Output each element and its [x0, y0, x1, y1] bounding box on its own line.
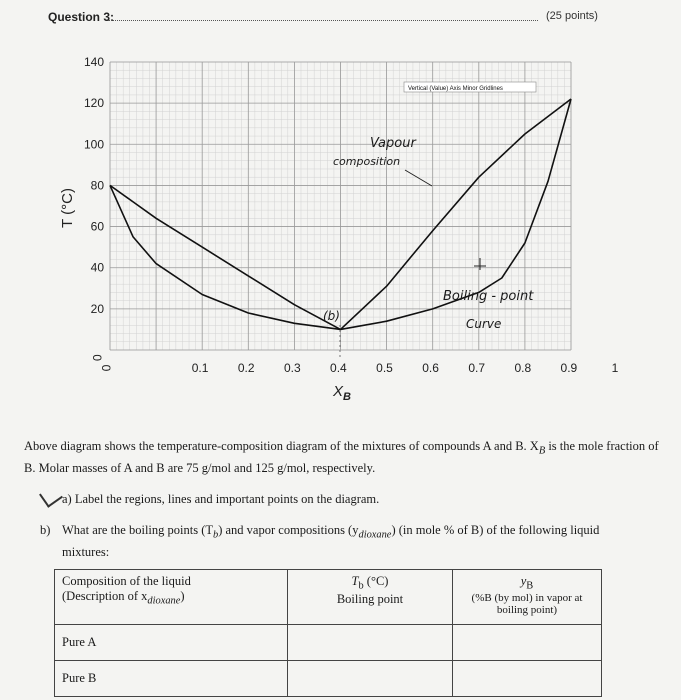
handwritten-checkmark — [39, 484, 63, 507]
y-tick-label: 40 — [90, 260, 104, 275]
row-label: Pure B — [55, 661, 288, 697]
y-axis-label: T (°C) — [59, 188, 76, 228]
question-points: (25 points) — [546, 10, 598, 22]
x-tick-label: 0.1 — [191, 361, 209, 375]
gridlines — [110, 62, 571, 350]
x-tick-label: 0.9 — [560, 361, 578, 375]
y-tick-label: 140 — [83, 55, 104, 69]
x-tick-label: 0 — [99, 364, 113, 372]
temperature-composition-diagram — [0, 30, 681, 430]
answer-table — [54, 569, 602, 697]
question-heading: Question 3: — [48, 10, 115, 24]
col-composition-header: Composition of the liquid (Description of $x_{dioxane}$) — [55, 570, 288, 625]
boiling-label: Boiling - point — [443, 289, 534, 304]
y-tick-labels — [84, 55, 104, 361]
x-tick-label: 0.4 — [330, 361, 347, 375]
row-tb-cell[interactable] — [288, 625, 453, 661]
row-tb-cell[interactable] — [288, 661, 453, 697]
table-header-row — [55, 570, 602, 625]
row-yb-cell[interactable] — [453, 625, 602, 661]
x-tick-label: 0.6 — [422, 361, 439, 375]
x-tick-label: 1 — [611, 361, 619, 375]
y-tick-label: 0 — [90, 354, 104, 361]
x-tick-label: 0.7 — [468, 361, 486, 375]
question-b: b) What are the boiling points $(T_b)$ and vapor compositions $(y_{dioxane})$ (in mole % of B) of the following liquid mixtures: — [40, 523, 600, 559]
boiling-label-2: Curve — [466, 317, 502, 331]
y-tick-label: 80 — [90, 178, 104, 193]
row-yb-cell[interactable] — [453, 661, 602, 697]
vapour-curve-left — [110, 185, 341, 329]
y-tick-label: 120 — [83, 96, 104, 111]
table-row — [55, 661, 602, 697]
x-tick-label: 0.5 — [376, 361, 393, 375]
boiling-curve-left — [110, 185, 341, 329]
row-label: Pure A — [55, 625, 288, 661]
x-tick-labels — [99, 361, 619, 375]
gridline-tooltip-text: Vertical (Value) Axis Minor Gridlines — [408, 86, 503, 92]
heading-dotted-line — [108, 20, 538, 21]
y-tick-label: 100 — [83, 137, 104, 152]
vapour-label-2: composition — [333, 155, 401, 168]
col-boiling-header: $T_b$ (°C) Boiling point — [288, 570, 453, 625]
y-tick-label: 60 — [90, 219, 104, 234]
x-axis-label: $X_B$ — [333, 383, 351, 403]
x-tick-label: 0.2 — [237, 361, 255, 375]
problem-statement: Above diagram shows the temperature-composition diagram of the mixtures of compounds A and B. $X_B$ is the mole fraction of B. Molar masses of A and B are 75 g/mol and 125 g/mol, respectively. — [24, 439, 659, 475]
table-row — [55, 625, 602, 661]
question-a: a) Label the regions, lines and important points on the diagram. — [62, 492, 380, 506]
x-tick-label: 0.3 — [283, 361, 301, 375]
y-tick-label: 20 — [90, 301, 104, 316]
x-tick-label: 0.8 — [514, 361, 532, 375]
vapour-arrow — [405, 170, 432, 186]
boiling-arrow — [474, 258, 486, 270]
col-vapor-header: $y_B$ (%B (by mol) in vapor at boiling point) — [453, 570, 602, 625]
point-b-label: (b) — [323, 309, 340, 323]
vapour-label: Vapour — [370, 136, 416, 151]
